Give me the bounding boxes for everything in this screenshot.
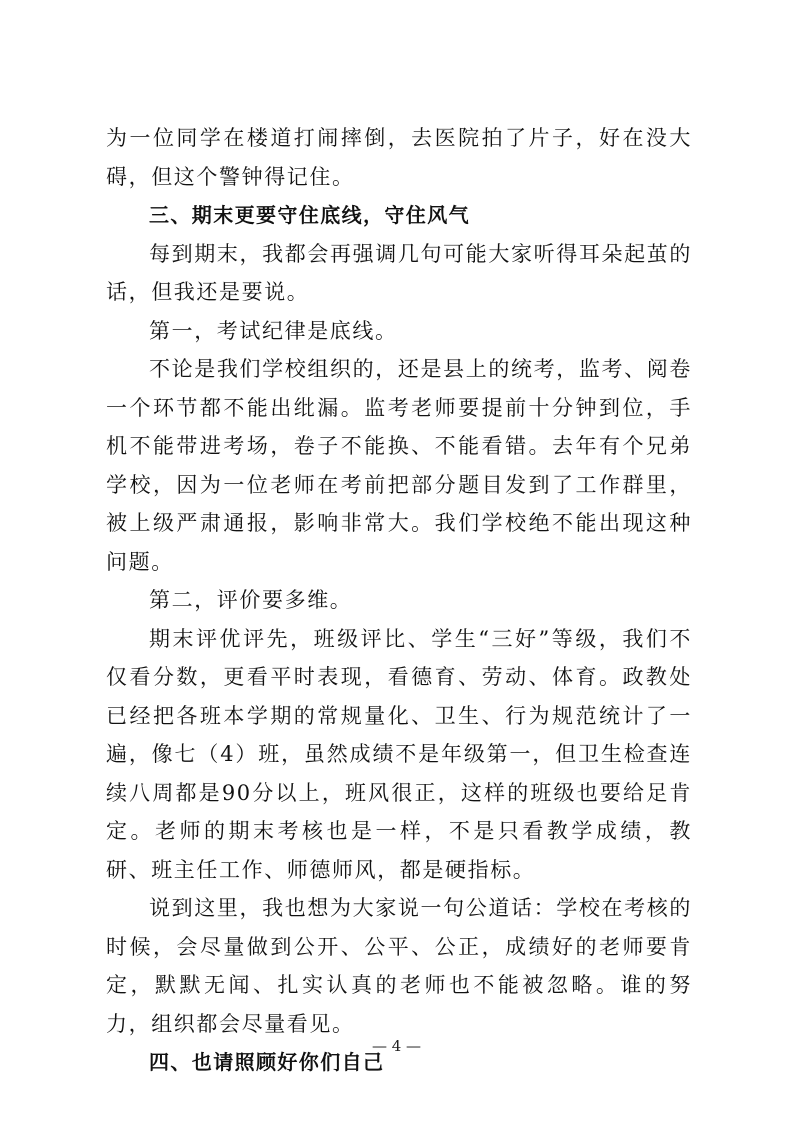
paragraph-continuation: 为一位同学在楼道打闹摔倒，去医院拍了片子，好在没大碍，但这个警钟得记住。 (106, 126, 692, 189)
document-body (106, 119, 692, 1082)
section-heading-3: 三、期末更要守住底线，守住风气 (149, 203, 470, 227)
paragraph: 说到这里，我也想为大家说一句公道话：学校在考核的时候，会尽量做到公开、公平、公正，成绩好的老师要肯定，默默无闻、扎实认真的老师也不能被忽略。谁的努力，组织都会尽量看见。 (106, 896, 692, 1036)
page-number: — 4 — (371, 1037, 422, 1055)
paragraph: 不论是我们学校组织的，还是县上的统考，监考、阅卷一个环节都不能出纰漏。监考老师要提前十分钟到位，手机不能带进考场，卷子不能换、不能看错。去年有个兄弟学校，因为一位老师在考前把部分题目发到了工作群里，被上级严肃通报，影响非常大。我们学校绝不能出现这种问题。 (106, 357, 692, 574)
paragraph-point-2: 第二，评价要多维。 (149, 588, 353, 612)
paragraph: 每到期末，我都会再强调几句可能大家听得耳朵起茧的话，但我还是要说。 (106, 241, 692, 304)
paragraph-point-1: 第一，考试纪律是底线。 (149, 318, 398, 343)
paragraph: 期末评优评先，班级评比、学生“三好”等级，我们不仅看分数，更看平时表现，看德育、劳动、体育。政教处已经把各班本学期的常规量化、卫生、行为规范统计了一遍，像七（4）班，虽然成绩不是年级第一，但卫生检查连续八周都是90分以上，班风很正，这样的班级也要给足肯定。老师的期末考核也是一样，不是只看教学成绩，教研、班主任工作、师德师风，都是硬指标。 (106, 626, 692, 882)
section-heading-4: 四、也请照顾好你们自己 (149, 1050, 385, 1074)
